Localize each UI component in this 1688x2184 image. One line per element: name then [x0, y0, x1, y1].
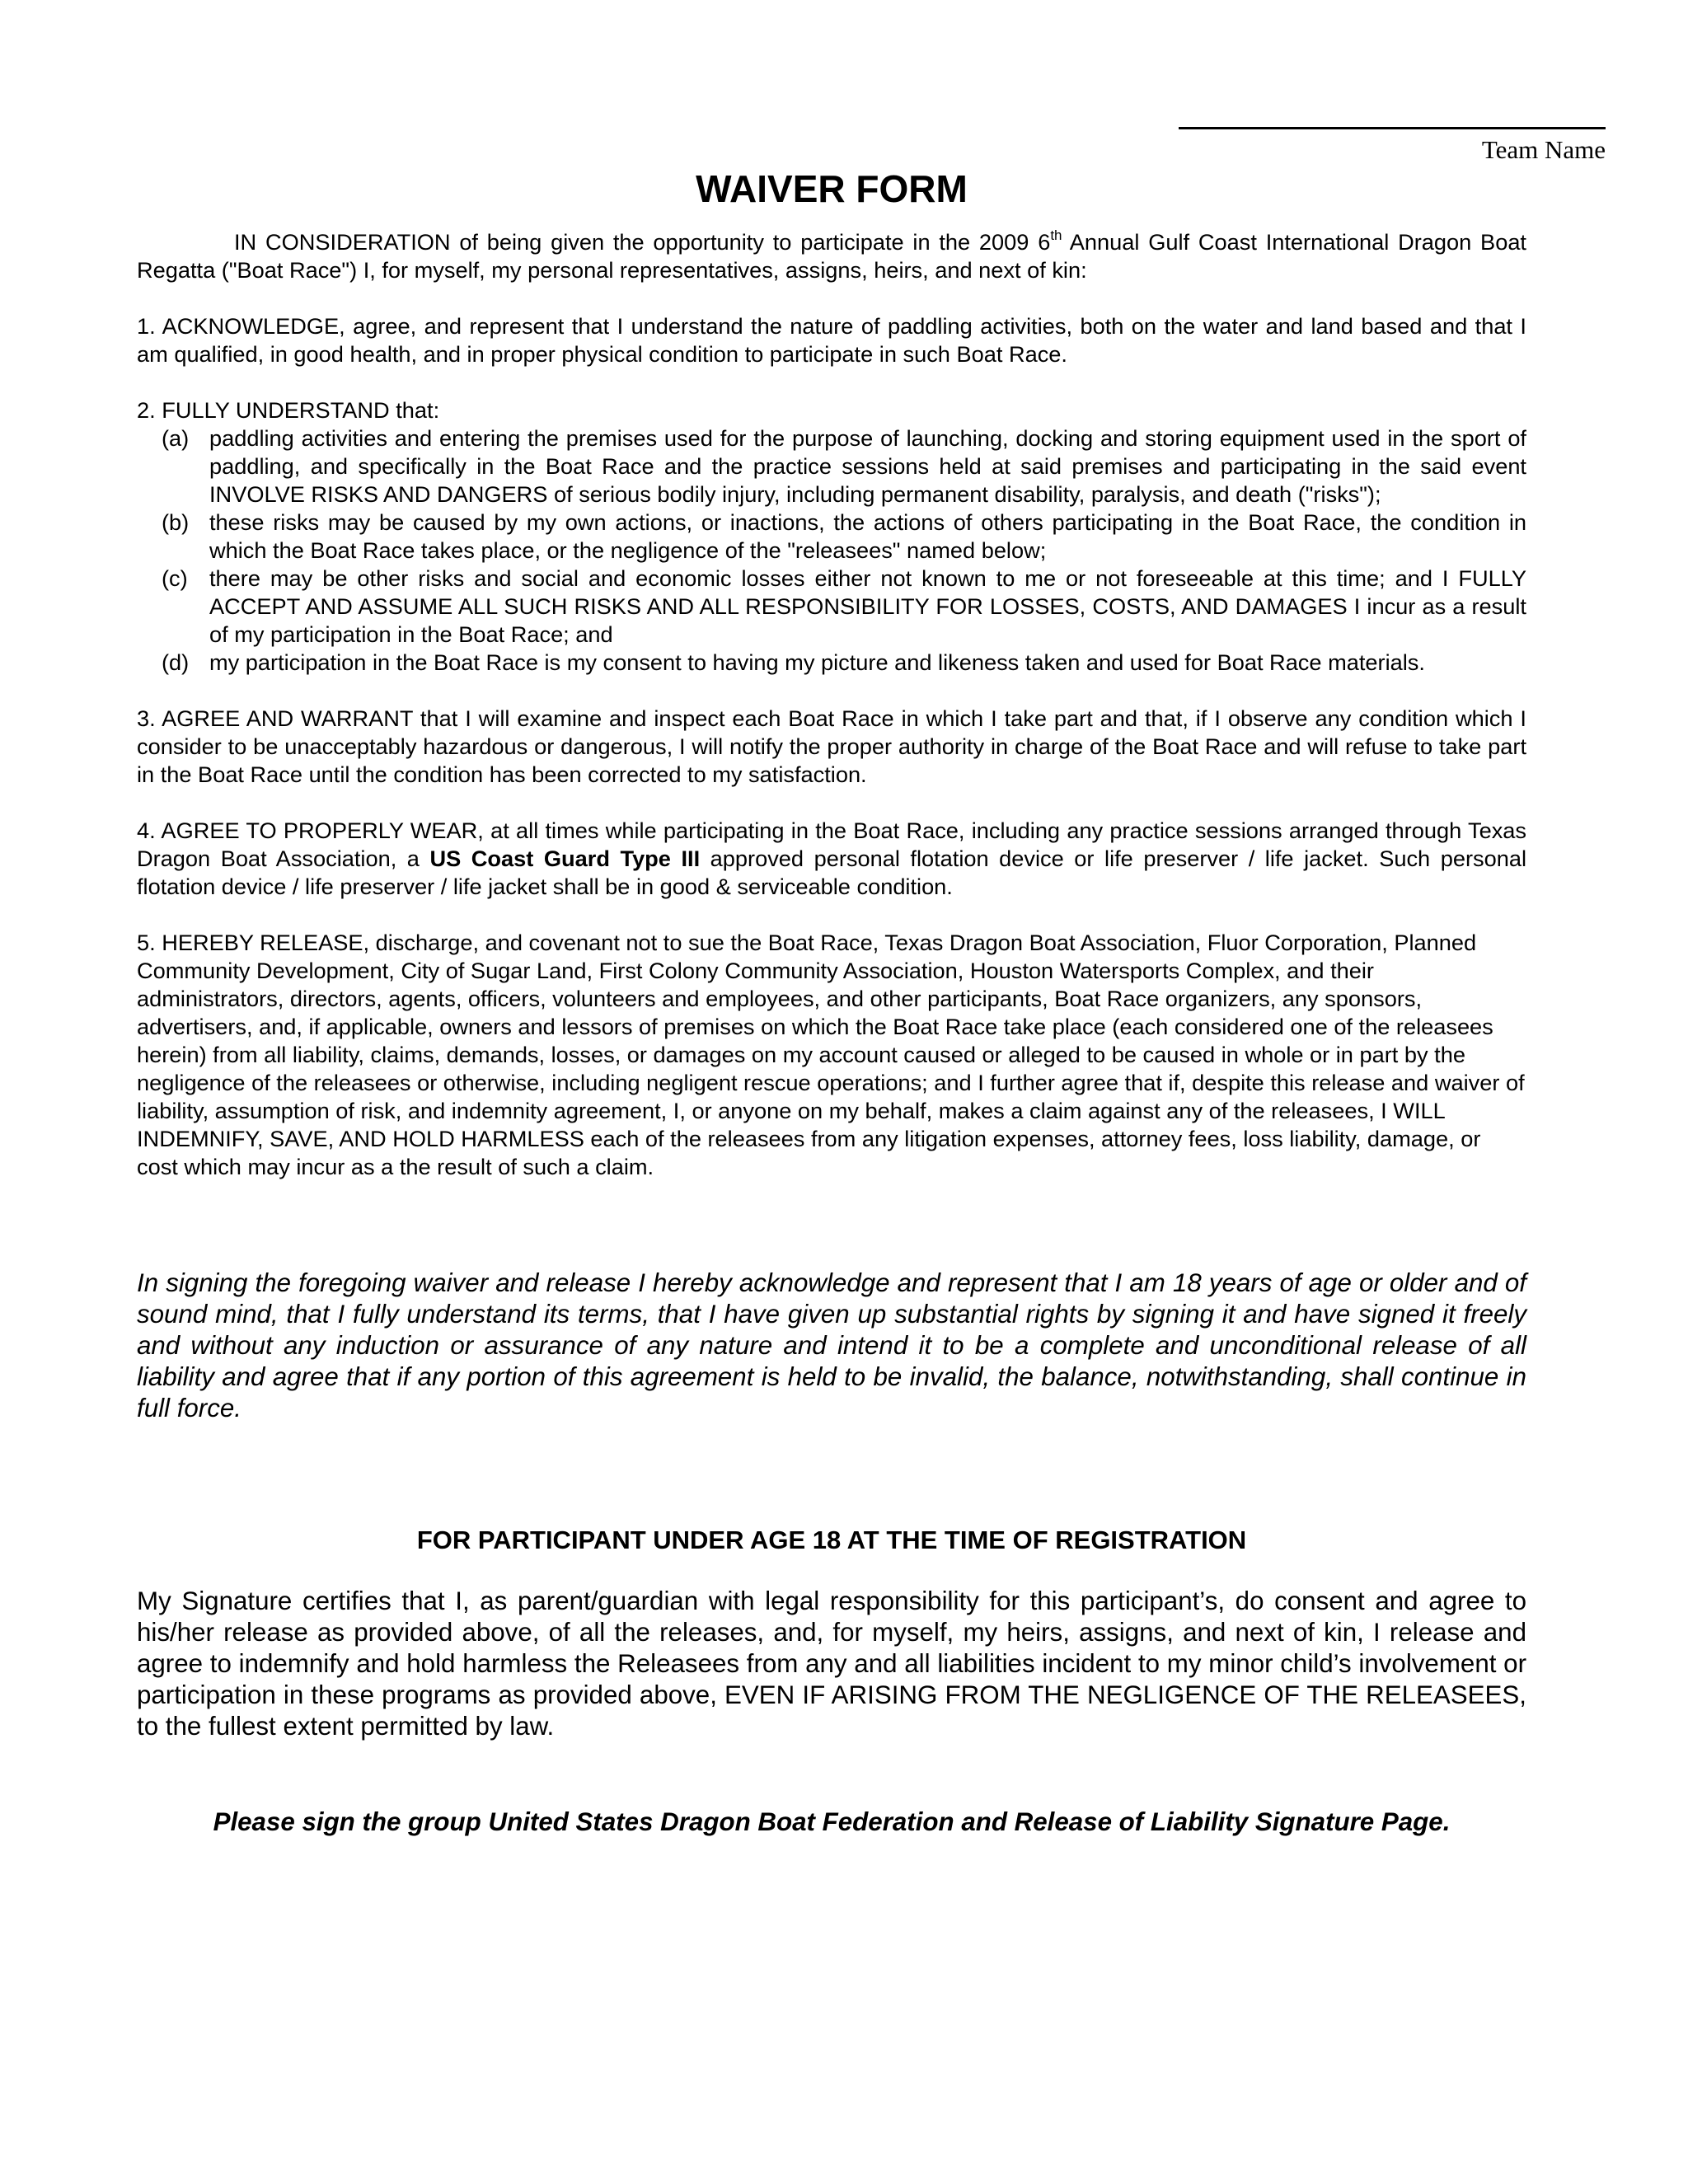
page-title: WAIVER FORM	[696, 167, 968, 210]
list-text-d: my participation in the Boat Race is my consent to having my picture and likeness taken and used for Boat Race materials.	[209, 649, 1425, 675]
team-name-label: Team Name	[1481, 135, 1606, 164]
minor-participant-heading: FOR PARTICIPANT UNDER AGE 18 AT THE TIME OF REGISTRATION	[416, 1526, 1247, 1554]
list-marker-b: (b)	[162, 509, 190, 535]
list-item-d	[137, 649, 1526, 677]
section-4-bold-text: US Coast Guard Type III	[429, 846, 701, 871]
guardian-consent-paragraph: My Signature certifies that I, as parent/guardian with legal responsibility for this participant’s, do consent and agree to his/her release as provided above, of all the releases, and, for myself, my heirs, assigns, and next of kin, I release and agree to indemnify and hold harmless the Releasees from any and all liabilities incident to my minor child’s involvement or participation in these programs as provided above, EVEN IF ARISING FROM THE NEGLIGENCE OF THE RELEASEES, to the fullest extent permitted by law.	[137, 1586, 1526, 1741]
section-4-flotation	[137, 817, 1526, 901]
section-2-heading: 2. FULLY UNDERSTAND that:	[137, 397, 440, 423]
list-item-a	[137, 424, 1526, 509]
list-text-a: paddling activities and entering the premises used for the purpose of launching, docking and storing equipment used in the sport of paddling, and specifically in the Boat Race and the practice sessions held at said premises and participating in the said event INVOLVE RISKS AND DANGERS of serious bodily injury, including permanent disability, paralysis, and death ("risks");	[209, 425, 1526, 507]
list-marker-c: (c)	[162, 565, 188, 591]
section-4-text-part1: 4. AGREE TO PROPERLY WEAR, at all times while participating in the Boat Race, including any practice sessions arranged through Texas Dragon Boat Association, a	[137, 818, 1526, 871]
acknowledgement-paragraph: In signing the foregoing waiver and release I hereby acknowledge and represent that I am 18 years of age or older and of sound mind, that I fully understand its terms, that I have given up substantial rights by signing it and have signed it freely and without any induction or assurance of any nature and intend it to be a complete and unconditional release of all liability and agree that if any portion of this agreement is held to be invalid, the balance, notwithstanding, shall continue in full force.	[137, 1268, 1526, 1422]
waiver-body	[137, 228, 1526, 1181]
section-5-release: 5. HEREBY RELEASE, discharge, and covenant not to sue the Boat Race, Texas Dragon Boat Association, Fluor Corporation, Planned Community Development, City of Sugar Land, First Colony Community Association, Houston Watersports Complex, and their administrators, directors, agents, officers, volunteers and employees, and other participants, Boat Race organizers, any sponsors, advertisers, and, if applicable, owners and lessors of premises on which the Boat Race take place (each considered one of the releasees herein) from all liability, claims, demands, losses, or damages on my account caused or alleged to be caused in whole or in part by the negligence of the releasees or otherwise, including negligent rescue operations; and I further agree that if, despite this release and waiver of liability, assumption of risk, and indemnity agreement, I, or anyone on my behalf, makes a claim against any of the releasees, I WILL INDEMNIFY, SAVE, AND HOLD HARMLESS each of the releasees from any litigation expenses, attorney fees, loss liability, damage, or cost which may incur as a the result of such a claim.	[137, 930, 1525, 1179]
list-marker-d: (d)	[162, 649, 190, 675]
list-item-b	[137, 509, 1526, 565]
list-text-c: there may be other risks and social and economic losses either not known to me or not foreseeable at this time; and I FULLY ACCEPT AND ASSUME ALL SUCH RISKS AND ALL RESPONSIBILITY FOR LOSSES, COSTS, AND DAMAGES I incur as a result of my participation in the Boat Race; and	[209, 565, 1526, 647]
section-3-agree-warrant: 3. AGREE AND WARRANT that I will examine and inspect each Boat Race in which I take part and that, if I observe any condition which I consider to be unacceptably hazardous or dangerous, I will notify the proper authority in charge of the Boat Race and will refuse to take part in the Boat Race until the condition has been corrected to my satisfaction.	[137, 705, 1526, 787]
intro-text-part2: Annual Gulf Coast International Dragon Boat Regatta ("Boat Race") I, for myself, my personal representatives, assigns, heirs, and next of kin:	[137, 229, 1526, 283]
intro-text-part1: IN CONSIDERATION of being given the opportunity to participate in the 2009 6	[234, 229, 1051, 255]
intro-superscript: th	[1050, 227, 1062, 243]
signature-instruction: Please sign the group United States Dragon Boat Federation and Release of Liability Signature Page.	[213, 1807, 1451, 1836]
list-text-b: these risks may be caused by my own actions, or inactions, the actions of others participating in the Boat Race, the condition in which the Boat Race takes place, or the negligence of the "releasees" named below;	[209, 509, 1526, 563]
list-item-c	[137, 565, 1526, 649]
section-4-text-part2: approved personal flotation device or life preserver / life jacket. Such personal flotation device / life preserver / life jacket shall be in good & serviceable condition.	[137, 846, 1527, 899]
list-marker-a: (a)	[162, 425, 190, 451]
section-2-list	[137, 424, 1526, 677]
section-1-acknowledge: 1. ACKNOWLEDGE, agree, and represent that I understand the nature of paddling activities, both on the water and land based and that I am qualified, in good health, and in proper physical condition to participate in such Boat Race.	[137, 313, 1526, 367]
team-name-signature-line	[1179, 127, 1606, 129]
intro-paragraph	[137, 228, 1526, 284]
